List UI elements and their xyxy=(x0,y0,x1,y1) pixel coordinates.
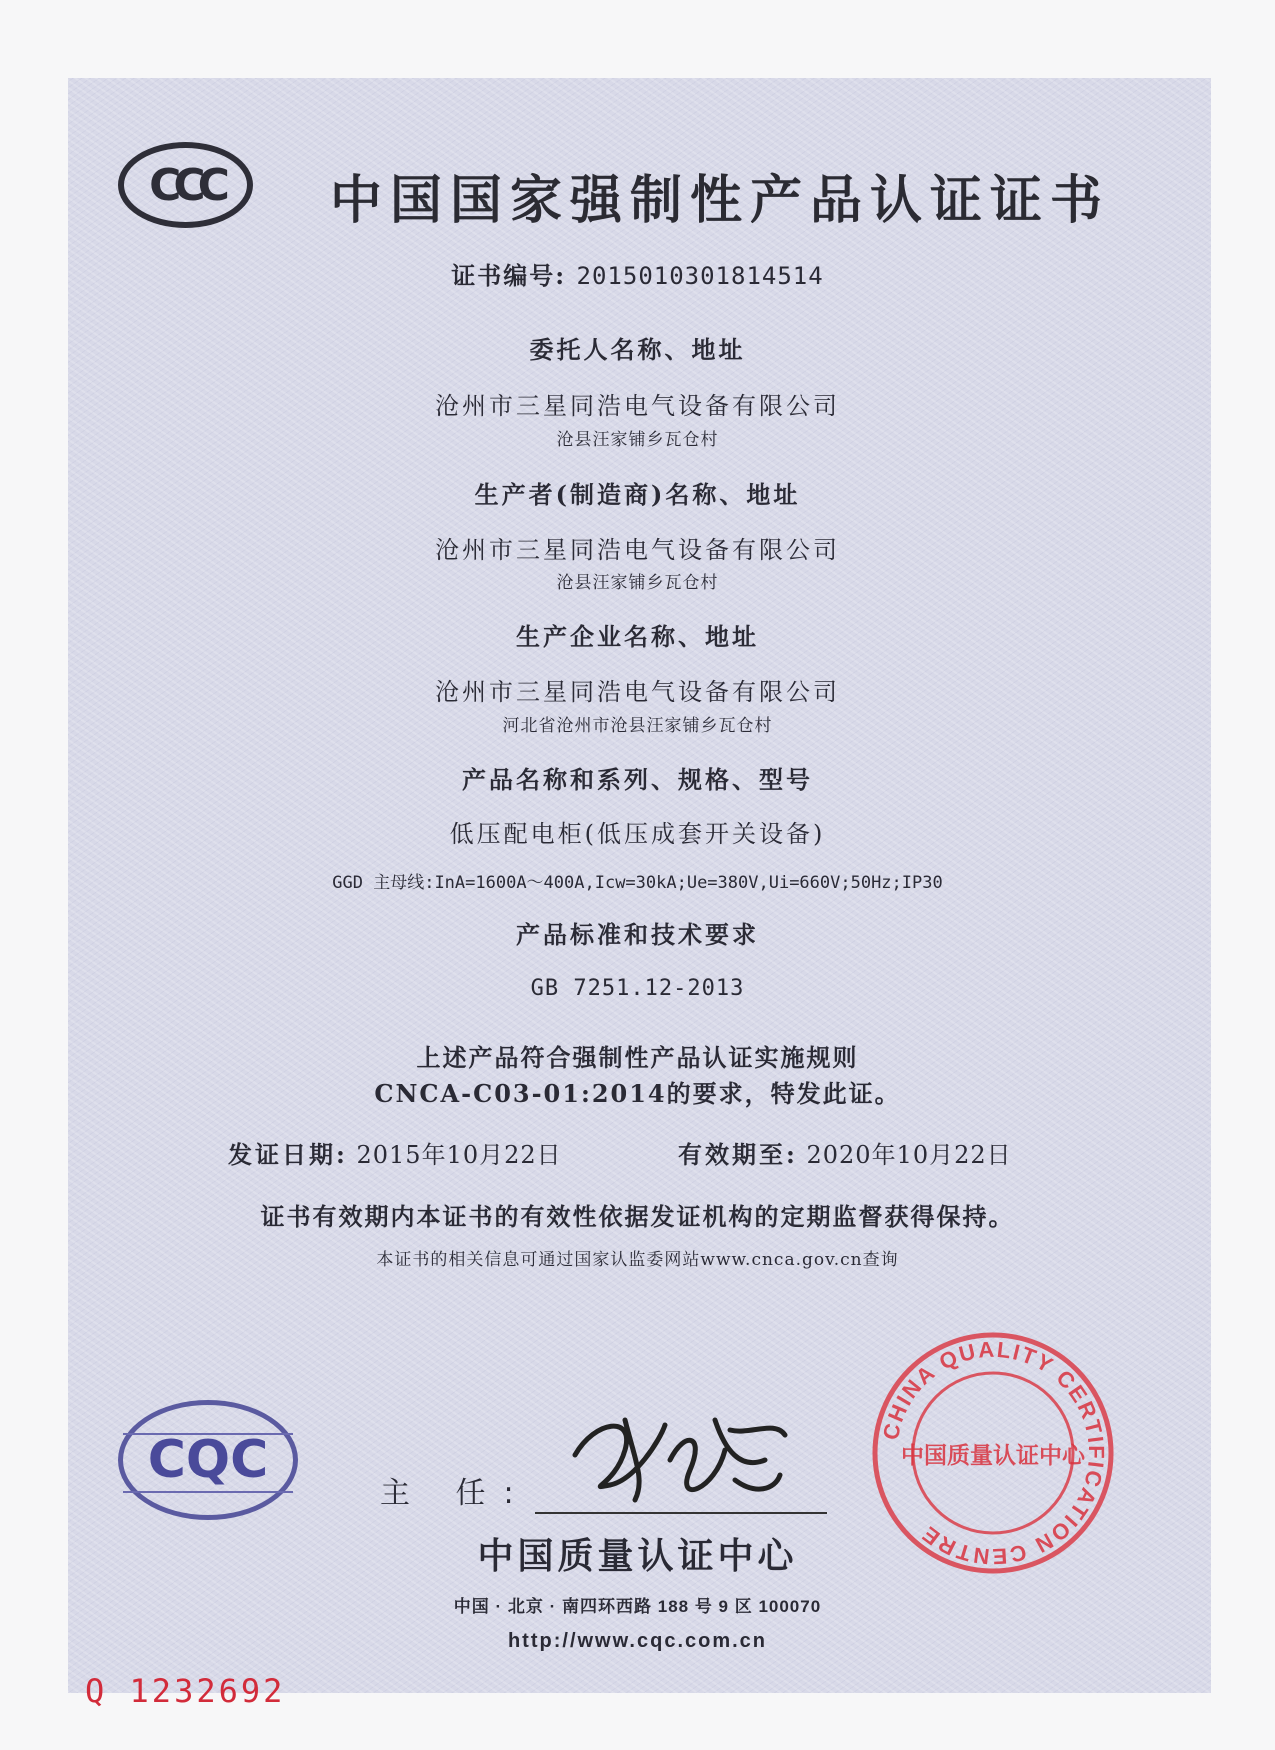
expiry-date-value: 2020年10月22日 xyxy=(806,1141,1012,1169)
manufacturer-name: 沧州市三星同浩电气设备有限公司 xyxy=(435,536,840,564)
applicant-name: 沧州市三星同浩电气设备有限公司 xyxy=(435,392,840,420)
cqc-logo-text: CQC xyxy=(147,1430,269,1490)
cqc-globe-logo xyxy=(118,1400,298,1520)
product-spec: GGD 主母线:InA=1600A～400A,Icw=30kA;Ue=380V,Ui=660V;50Hz;IP30 xyxy=(332,873,943,893)
seal-inner-text: 中国质量认证中心 xyxy=(901,1443,1085,1469)
certificate-number-value: 2015010301814514 xyxy=(576,262,824,290)
issue-date xyxy=(228,1135,562,1170)
applicant-address: 沧县汪家铺乡瓦仓村 xyxy=(556,430,719,450)
red-seal-stamp xyxy=(868,1328,1118,1578)
conformity-line-2: CNCA-C03-01:2014的要求，特发此证。 xyxy=(374,1079,901,1108)
validity-note: 证书有效期内本证书的有效性依据发证机构的定期监督获得保持。 xyxy=(260,1202,1015,1231)
standard-value: GB 7251.12-2013 xyxy=(530,976,745,1001)
director-signature xyxy=(565,1400,795,1510)
expiry-date-label: 有效期至: xyxy=(678,1140,798,1169)
director-label: 主 任: xyxy=(380,1476,532,1511)
seal-outer-text: CHINA QUALITY CERTIFICATION CENTRE xyxy=(877,1336,1110,1570)
certificate-title: 中国国家强制性产品认证证书 xyxy=(330,171,1111,231)
inquiry-note: 本证书的相关信息可通过国家认监委网站www.cnca.gov.cn查询 xyxy=(376,1250,899,1270)
ccc-logo: CCC xyxy=(118,142,253,228)
issuer-url: http://www.cqc.com.cn xyxy=(507,1630,768,1652)
conformity-line-1: 上述产品符合强制性产品认证实施规则 xyxy=(416,1043,859,1072)
expiry-date xyxy=(678,1135,1012,1170)
issuer-org-name: 中国质量认证中心 xyxy=(477,1536,798,1577)
issuer-address: 中国 · 北京 · 南四环西路 188 号 9 区 100070 xyxy=(453,1597,822,1616)
factory-heading: 生产企业名称、地址 xyxy=(516,622,759,651)
standard-heading: 产品标准和技术要求 xyxy=(516,920,759,949)
serial-number: Q 1232692 xyxy=(85,1672,286,1710)
certificate-number-label: 证书编号: xyxy=(451,261,567,290)
signature-line xyxy=(535,1512,827,1514)
factory-address: 河北省沧州市沧县汪家铺乡瓦仓村 xyxy=(502,716,773,736)
issue-date-label: 发证日期: xyxy=(228,1140,348,1169)
manufacturer-address: 沧县汪家铺乡瓦仓村 xyxy=(556,573,719,593)
conformity-statement xyxy=(0,1040,1275,1112)
certificate-number xyxy=(0,256,1275,291)
product-name: 低压配电柜(低压成套开关设备) xyxy=(449,820,826,848)
manufacturer-heading: 生产者(制造商)名称、地址 xyxy=(474,480,801,509)
product-heading: 产品名称和系列、规格、型号 xyxy=(462,765,813,794)
issue-date-value: 2015年10月22日 xyxy=(356,1141,562,1169)
factory-name: 沧州市三星同浩电气设备有限公司 xyxy=(435,678,840,706)
applicant-heading: 委托人名称、地址 xyxy=(529,335,746,364)
